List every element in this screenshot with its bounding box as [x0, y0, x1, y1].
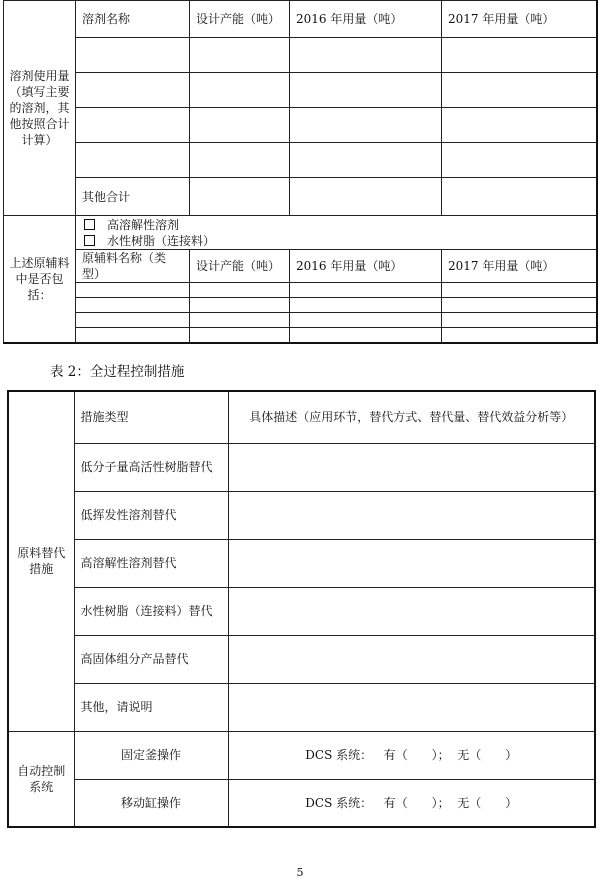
checkbox[interactable] — [84, 235, 95, 246]
auto-control-label: 自动控制系统 — [8, 731, 74, 827]
solvent-usage-label: 溶剂使用量（填写主要的溶剂，其他按照合计计算） — [4, 1, 76, 216]
table-row: 自动控制系统 固定釜操作 DCS 系统： 有（ ）； 无（ ） — [8, 731, 595, 779]
process-control-table — [7, 390, 596, 828]
header-raw-capacity: 设计产能（吨） — [190, 250, 290, 283]
table-row: 水性树脂（连接料）替代 — [8, 587, 595, 635]
table-row: 高溶解性溶剂替代 — [8, 539, 595, 587]
raw-substitution-label: 原料替代措施 — [8, 391, 74, 731]
table-row — [4, 298, 597, 313]
header-solvent-name: 溶剂名称 — [76, 1, 190, 38]
header-2017-usage: 2017 年用量（吨） — [442, 1, 597, 38]
checkbox[interactable] — [84, 219, 95, 230]
table-row: 其他，请说明 — [8, 683, 595, 731]
page-number: 5 — [296, 866, 304, 879]
table-row — [4, 73, 597, 108]
table-row: 低分子量高活性树脂替代 — [8, 443, 595, 491]
table-row: 移动缸操作 DCS 系统： 有（ ）； 无（ ） — [8, 779, 595, 827]
table-row — [4, 313, 597, 328]
header-raw-2016: 2016 年用量（吨） — [290, 250, 442, 283]
solvent-usage-table — [3, 0, 598, 344]
header-raw-2017: 2017 年用量（吨） — [442, 250, 597, 283]
dcs-status-mobile: DCS 系统： 有（ ）； 无（ ） — [228, 779, 595, 827]
header-2016-usage: 2016 年用量（吨） — [290, 1, 442, 38]
table-caption: 表 2：全过程控制措施 — [50, 364, 185, 380]
dcs-status-fixed: DCS 系统： 有（ ）； 无（ ） — [228, 731, 595, 779]
header-design-capacity: 设计产能（吨） — [190, 1, 290, 38]
table-row: 低挥发性溶剂替代 — [8, 491, 595, 539]
option-high-solubility: 高溶解性溶剂 — [84, 217, 590, 233]
table-row — [4, 108, 597, 143]
raw-materials-label: 上述原辅料中是否包括： — [4, 216, 76, 343]
header-raw-name: 原辅料名称（类型） — [76, 250, 190, 283]
option-waterborne-resin: 水性树脂（连接料） — [84, 233, 590, 249]
other-total-label: 其他合计 — [76, 178, 190, 216]
header-description: 具体描述（应用环节，替代方式、替代量、替代效益分析等） — [228, 391, 595, 443]
table-row: 高固体组分产品替代 — [8, 635, 595, 683]
material-options — [76, 216, 597, 250]
table-row — [4, 283, 597, 298]
header-measure-type: 措施类型 — [74, 391, 228, 443]
table-row — [4, 38, 597, 73]
table-row — [4, 143, 597, 178]
table-row — [4, 328, 597, 343]
